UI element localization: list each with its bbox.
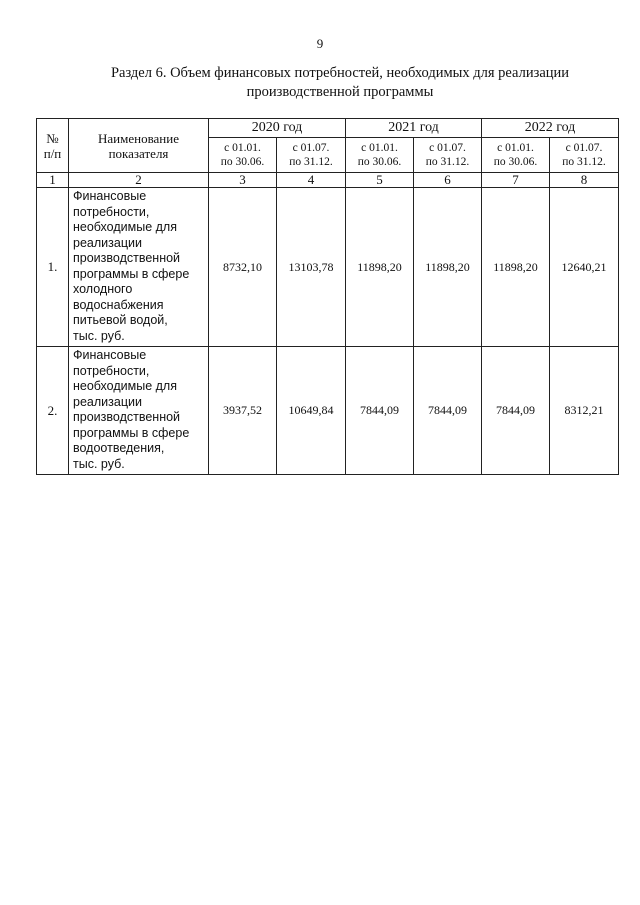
period-to: по 31.12. bbox=[562, 156, 606, 168]
header-period-2 bbox=[277, 138, 346, 173]
financial-needs-table bbox=[36, 118, 619, 475]
period-to: по 30.06. bbox=[220, 156, 265, 168]
value-cell: 11898,20 bbox=[346, 188, 414, 347]
column-number: 7 bbox=[482, 173, 550, 188]
row-name-line: Финансовые bbox=[73, 348, 147, 362]
row-name-line: необходимые для bbox=[73, 220, 177, 234]
column-number: 5 bbox=[346, 173, 414, 188]
period-to: по 30.06. bbox=[357, 156, 402, 168]
row-name-line: производственной bbox=[73, 410, 181, 424]
row-name-line: потребности, bbox=[73, 363, 150, 378]
row-name-line: реализации bbox=[73, 394, 142, 409]
period-to: по 31.12. bbox=[425, 156, 470, 168]
column-number-row bbox=[37, 173, 619, 188]
header-period-4 bbox=[414, 138, 482, 173]
row-number: 2. bbox=[37, 347, 69, 475]
period-from: с 01.01. bbox=[361, 142, 398, 154]
row-name-line: производственной bbox=[73, 251, 181, 265]
value-cell: 3937,52 bbox=[209, 347, 277, 475]
value-cell: 11898,20 bbox=[414, 188, 482, 347]
header-number-line-2: п/п bbox=[43, 145, 62, 161]
header-period-5 bbox=[482, 138, 550, 173]
column-number: 2 bbox=[69, 173, 209, 188]
value-cell: 10649,84 bbox=[277, 347, 346, 475]
period-to: по 30.06. bbox=[493, 156, 538, 168]
value-cell: 8312,21 bbox=[550, 347, 619, 475]
section-title-line-1: Раздел 6. Объем финансовых потребностей, необходимых для реализации bbox=[110, 65, 570, 81]
header-period-6 bbox=[550, 138, 619, 173]
column-number: 4 bbox=[277, 173, 346, 188]
row-number: 1. bbox=[37, 188, 69, 347]
table-row bbox=[37, 188, 619, 347]
column-number: 1 bbox=[37, 173, 69, 188]
row-name bbox=[69, 347, 209, 475]
header-year-2020: 2020 год bbox=[209, 119, 346, 138]
header-year-2021: 2021 год bbox=[346, 119, 482, 138]
column-number: 3 bbox=[209, 173, 277, 188]
row-name-line: водоснабжения bbox=[73, 297, 164, 312]
period-from: с 01.07. bbox=[292, 142, 330, 154]
value-cell: 12640,21 bbox=[550, 188, 619, 347]
row-name-line: тыс. руб. bbox=[73, 456, 125, 471]
header-row-years bbox=[37, 119, 619, 138]
row-name bbox=[69, 188, 209, 347]
period-to: по 31.12. bbox=[289, 156, 333, 168]
period-from: с 01.01. bbox=[224, 142, 261, 154]
value-cell: 8732,10 bbox=[209, 188, 277, 347]
row-name-line: холодного bbox=[73, 282, 133, 296]
value-cell: 7844,09 bbox=[482, 347, 550, 475]
row-name-line: Финансовые bbox=[73, 189, 147, 203]
section-title bbox=[60, 64, 620, 102]
row-name-line: питьевой водой, bbox=[73, 313, 168, 327]
row-name-line: программы в сфере bbox=[73, 425, 190, 440]
value-cell: 13103,78 bbox=[277, 188, 346, 347]
header-name-cell bbox=[69, 119, 209, 173]
header-number-line-1: № bbox=[46, 130, 59, 146]
period-from: с 01.07. bbox=[429, 142, 466, 154]
row-name-line: тыс. руб. bbox=[73, 328, 125, 343]
period-from: с 01.01. bbox=[497, 142, 534, 154]
row-name-line: необходимые для bbox=[73, 379, 177, 393]
header-period-3 bbox=[346, 138, 414, 173]
header-year-2022: 2022 год bbox=[482, 119, 619, 138]
column-number: 8 bbox=[550, 173, 619, 188]
row-name-line: водоотведения, bbox=[73, 441, 165, 455]
row-name-line: программы в сфере bbox=[73, 266, 190, 281]
value-cell: 7844,09 bbox=[414, 347, 482, 475]
header-name-line-2: показателя bbox=[108, 145, 169, 161]
period-from: с 01.07. bbox=[565, 142, 603, 154]
page-number: 9 bbox=[316, 36, 324, 51]
row-name-line: реализации bbox=[73, 235, 142, 250]
table-row bbox=[37, 347, 619, 475]
header-name-line-1: Наименование bbox=[98, 130, 179, 146]
header-number-cell bbox=[37, 119, 69, 173]
section-title-line-2: производственной программы bbox=[246, 84, 434, 100]
value-cell: 11898,20 bbox=[482, 188, 550, 347]
column-number: 6 bbox=[414, 173, 482, 188]
row-name-line: потребности, bbox=[73, 204, 150, 219]
value-cell: 7844,09 bbox=[346, 347, 414, 475]
header-period-1 bbox=[209, 138, 277, 173]
